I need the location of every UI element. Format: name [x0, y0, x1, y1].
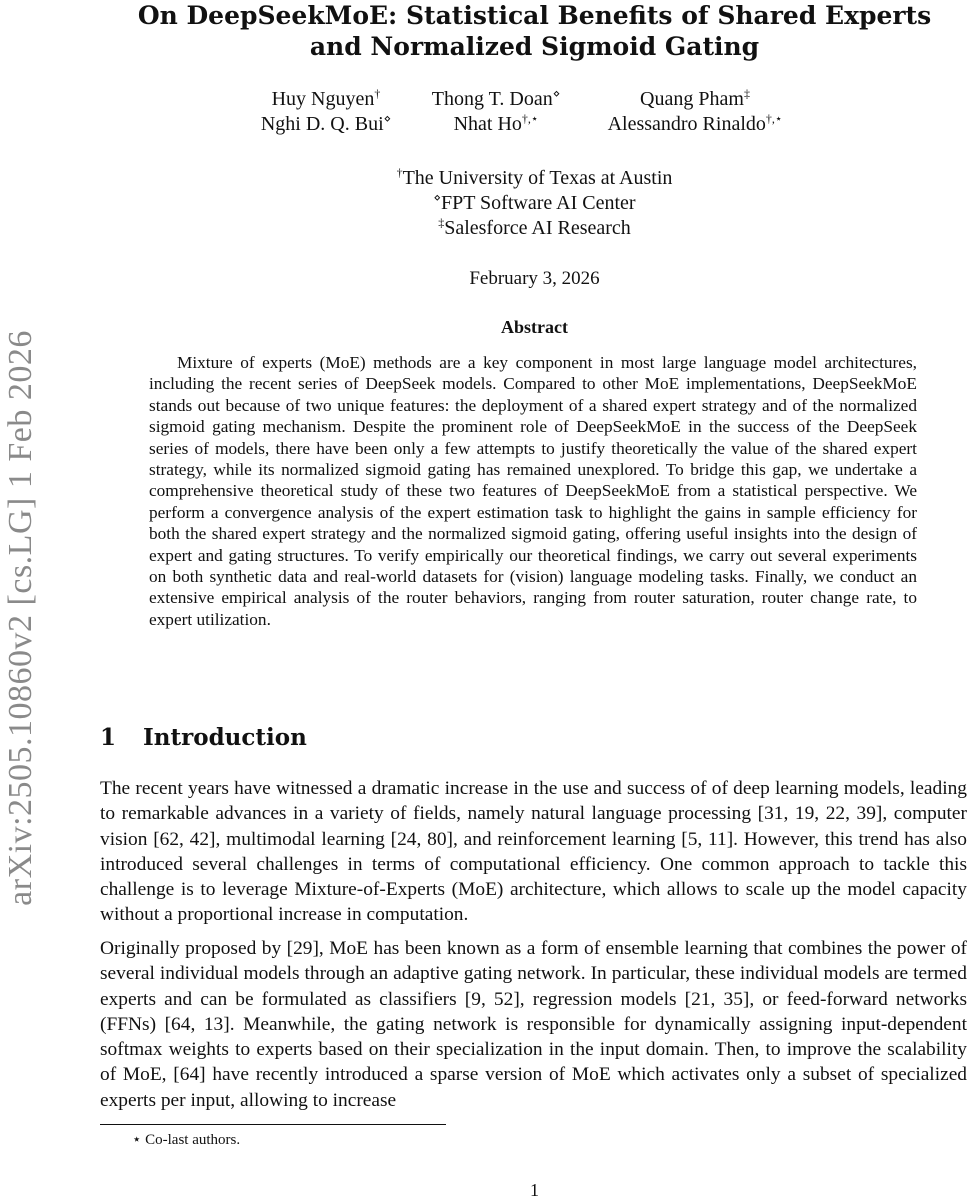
abstract-text: Mixture of experts (MoE) methods are a key component in most large language model architectures, including the recent series of DeepSeek models. Compared to other MoE implementations, DeepSeekMoE stands out because of two unique features: the deployment of a shared expert strategy and of the normalized sigmoid gating mechanism. Despite the prominent role of DeepSeekMoE in the success of the DeepSeek series of models, there have been only a few attempts to justify theoretically the value of the shared expert strategy, while its normalized sigmoid gating has remained unexplored. To bridge this gap, we undertake a comprehensive theoretical study of these two features of DeepSeekMoE from a statistical perspective. We perform a convergence analysis of the expert estimation task to highlight the gains in sample efficiency for both the shared expert strategy and the normalized sigmoid gating, offering useful insights into the design of expert and gating structures. To verify empirically our theoretical findings, we carry out several experiments on both synthetic data and real-world datasets for (vision) language modeling tasks. Finally, we conduct an extensive empirical analysis of the router behaviors, ranging from router saturation, router change rate, to expert utilization.: [149, 353, 917, 629]
footnote-divider: [100, 1124, 446, 1125]
author-list: [245, 87, 805, 136]
section-heading: [100, 724, 307, 751]
author: Nhat Ho†,⋆: [453, 111, 539, 135]
author: Thong T. Doan⋄: [431, 86, 561, 110]
author: Alessandro Rinaldo†,⋆: [607, 111, 783, 135]
footnote-text: Co-last authors.: [145, 1132, 241, 1148]
affiliation: ⋄FPT Software AI Center: [433, 190, 636, 214]
author: Huy Nguyen†: [271, 86, 381, 110]
arxiv-identifier-text: arXiv:2505.10860v2 [cs.LG] 1 Feb 2026: [2, 330, 39, 906]
body-paragraph: Originally proposed by [29], MoE has been known as a form of ensemble learning that combines the power of several individual models through an adaptive gating network. In particular, these individual models are termed experts and can be formulated as classifiers [9, 52], regression models [21, 35], or feed-forward networks (FFNs) [64, 13]. Meanwhile, the gating network is responsible for dynamically assigning input-dependent softmax weights to experts based on their specialization in the input domain. Then, to improve the scalability of MoE, [64] have recently introduced a sparse version of MoE which activates only a subset of specialized experts per input, allowing to increase: [100, 938, 967, 1111]
author: Quang Pham‡: [640, 86, 750, 110]
body-paragraph: The recent years have witnessed a dramatic increase in the use and success of of deep learning models, leading to remarkable advances in a variety of fields, namely natural language processing [31, 19, 22, 39], computer vision [62, 42], multimodal learning [24, 80], and reinforcement learning [5, 11]. However, this trend has also introduced several challenges in terms of computational efficiency. One common approach to tackle this challenge is to leverage Mixture-of-Experts (MoE) architecture, which allows to scale up the model capacity without a proportional increase in computation.: [100, 778, 967, 926]
section-number: 1: [100, 724, 117, 751]
arxiv-identifier: [0, 288, 42, 948]
paper-title: [100, 0, 969, 62]
publication-date: February 3, 2026: [469, 268, 600, 289]
abstract-heading: Abstract: [501, 317, 568, 337]
title-line-2: and Normalized Sigmoid Gating: [309, 32, 760, 61]
page-number: 1: [530, 1180, 539, 1200]
title-line-1: On DeepSeekMoE: Statistical Benefits of Shared Experts: [137, 1, 932, 30]
affiliation: †The University of Texas at Austin: [396, 165, 673, 189]
affiliation-list: [100, 166, 969, 241]
affiliation: ‡Salesforce AI Research: [438, 215, 631, 239]
footnote: [132, 1130, 240, 1149]
section-title: Introduction: [143, 724, 307, 751]
footnote-mark: ⋆: [132, 1132, 142, 1148]
author: Nghi D. Q. Bui⋄: [260, 111, 392, 135]
